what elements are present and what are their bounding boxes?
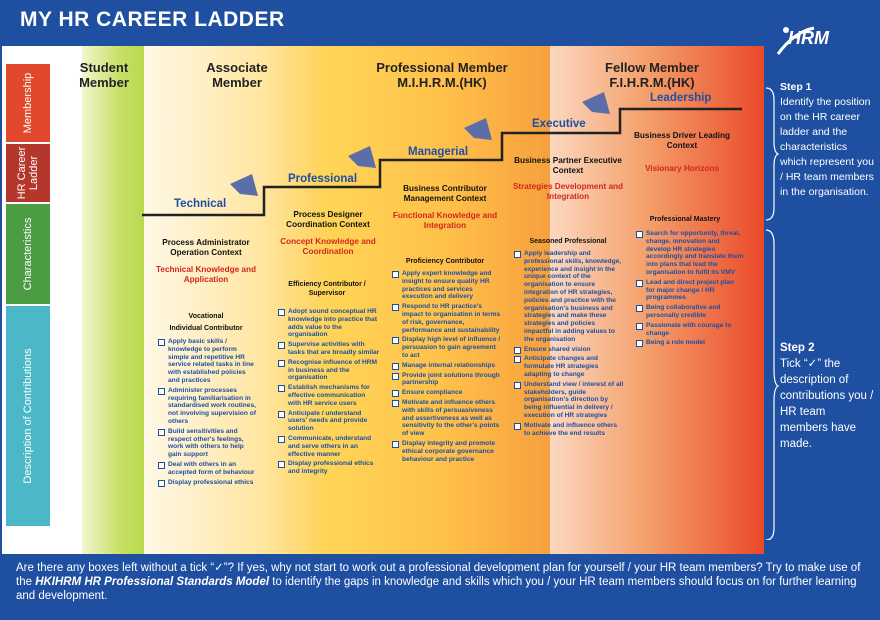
context-col2: Process Designer Coordination Context: [286, 210, 370, 229]
list-item: Apply leadership and professional skills, knowledge, experience and insight in the unique context of the organisation to ensure integration of HR strategies, policies and practice with the organisation's business and strategies and make these strategies and policies impactful in adding values to the organisation: [514, 250, 624, 344]
level-col4: Seasoned Professional: [529, 238, 607, 245]
list-item: Manage internal relationships: [392, 362, 502, 370]
list-item: Ensure shared vision: [514, 346, 624, 354]
list-item: Anticipate changes and formulate HR strategies adapting to change: [514, 355, 624, 378]
tick-box[interactable]: [278, 436, 285, 443]
list-item: Build sensitivities and respect other's feelings, work with others to help gain support: [158, 428, 258, 459]
tick-box[interactable]: [158, 480, 165, 487]
list-item: Establish mechanisms for effective communication with HR service users: [278, 384, 380, 407]
contributions-col3: [392, 270, 502, 465]
side-label-contributions: Description of Contributions: [6, 306, 50, 526]
header-fellow: Fellow Member F.I.H.R.M.(HK): [605, 60, 699, 90]
tick-box[interactable]: [392, 400, 399, 407]
list-item: Motivate and influence others to achieve the end results: [514, 422, 624, 438]
tick-box[interactable]: [636, 323, 643, 330]
step-executive: Executive: [532, 118, 586, 130]
context-col4: Business Partner Executive Context: [514, 156, 622, 175]
list-item: Display professional ethics and integrity: [278, 460, 380, 476]
logo-text: HRM: [788, 28, 829, 48]
list-item: Display high level of influence / persuasion to gain agreement to act: [392, 336, 502, 359]
context-col1: Process Administrator Operation Context: [162, 238, 250, 257]
list-item: Apply expert knowledge and insight to ensure quality HR practices and services execution and delivery: [392, 270, 502, 301]
step1-instructions: [780, 80, 874, 200]
knowledge-col1: Technical Knowledge and Application: [156, 265, 256, 284]
tick-box[interactable]: [392, 363, 399, 370]
header-professional: Professional Member M.I.H.R.M.(HK): [376, 60, 508, 90]
contributions-col1: [158, 338, 258, 488]
tick-box[interactable]: [278, 385, 285, 392]
step-arrow-icon: [348, 146, 376, 168]
tick-box[interactable]: [392, 373, 399, 380]
contributions-col5: [636, 230, 744, 349]
step-arrow-icon: [582, 92, 610, 114]
tick-box[interactable]: [392, 304, 399, 311]
context-col3: Business Contributor Management Context: [403, 184, 487, 203]
knowledge-col2: Concept Knowledge and Coordination: [280, 237, 376, 256]
tick-box[interactable]: [636, 340, 643, 347]
side-label-career-ladder: HR Career Ladder: [6, 144, 50, 202]
step-arrow-icon: [230, 174, 258, 196]
list-item: Search for opportunity, threat, change, innovation and develop HR strategies accordingly and translate them into plans that lead the organisation to fulfil its VMV: [636, 230, 744, 277]
standards-model-name: HKIHRM HR Professional Standards Model: [35, 576, 270, 588]
contributions-col2: [278, 308, 380, 478]
list-item: Communicate, understand and serve others in an effective manner: [278, 435, 380, 458]
footer-note: Are there any boxes left without a tick “✓”? If yes, why not start to work out a professional development plan for yourself / your HR team members? Try to make use of the HKIHRM HR Professional Standards Model to identify the gaps in knowledge and skills which you / your HR team members should focus on for further learning and development.: [16, 562, 861, 602]
step2-instructions: [780, 340, 874, 452]
list-item: Display professional ethics: [158, 479, 258, 487]
step2-text: Tick “✓” the description of contributions you / HR team members have made.: [780, 358, 874, 450]
step2-heading: Step 2: [780, 342, 815, 354]
tick-box[interactable]: [278, 461, 285, 468]
knowledge-col3: Functional Knowledge and Integration: [392, 211, 498, 230]
tick-box[interactable]: [636, 231, 643, 238]
step1-heading: Step 1: [780, 81, 812, 93]
step1-text: Identify the position on the HR career ladder and the characteristics which represent you / HR team members in the organisation.: [780, 96, 874, 198]
tick-box[interactable]: [514, 347, 521, 354]
step-leadership: Leadership: [650, 92, 712, 104]
level-col3: Proficiency Contributor: [405, 258, 485, 265]
tick-box[interactable]: [514, 423, 521, 430]
list-item: Understand view / interest of all stakeholders, guide organisation's direction by being influential in delivery / execution of HR strategies: [514, 381, 624, 420]
list-item: Respond to HR practice's impact to organisation in terms of risk, governance, performance and sustainability: [392, 303, 502, 334]
page-title: MY HR CAREER LADDER: [20, 8, 285, 31]
hrm-logo: [774, 22, 854, 62]
list-item: Anticipate / understand users' needs and provide solution: [278, 410, 380, 433]
side-label-membership: Membership: [6, 64, 50, 142]
list-item: Being a role model: [636, 339, 744, 347]
list-item: Being collaborative and personally credible: [636, 304, 744, 320]
list-item: Motivate and influence others with skills of persuasiveness and assertiveness as well as sensitivity to the other's points of view: [392, 399, 502, 438]
tick-box[interactable]: [514, 382, 521, 389]
tick-box[interactable]: [158, 462, 165, 469]
tick-box[interactable]: [392, 337, 399, 344]
header-student: Student Member: [79, 60, 129, 90]
step-managerial: Managerial: [408, 146, 469, 158]
level-col5: Professional Mastery: [649, 216, 721, 223]
tick-box[interactable]: [392, 390, 399, 397]
tick-box[interactable]: [636, 280, 643, 287]
tick-box[interactable]: [158, 339, 165, 346]
tick-box[interactable]: [278, 342, 285, 349]
list-item: Display integrity and promote ethical corporate governance behaviour and practice: [392, 440, 502, 463]
list-item: Supervise activities with tasks that are broadly similar: [278, 341, 380, 357]
tick-box[interactable]: [636, 305, 643, 312]
contributions-col4: [514, 250, 624, 439]
list-item: Administer processes requiring familiarisation in standardised work routines, not involving supervision of others: [158, 387, 258, 426]
list-item: Recognise influence of HRM in business and the organisation: [278, 359, 380, 382]
career-ladder-panel: [2, 46, 764, 554]
list-item: Adopt sound conceptual HR knowledge into practice that adds value to the organisation: [278, 308, 380, 339]
list-item: Lead and direct project plan for major change / HR programmes: [636, 279, 744, 302]
tick-box[interactable]: [392, 441, 399, 448]
tick-box[interactable]: [514, 251, 521, 258]
context-col5: Business Driver Leading Context: [633, 131, 730, 150]
header-associate: Associate Member: [206, 60, 268, 90]
list-item: Apply basic skills / knowledge to perform simple and repetitive HR service related tasks in line with established policies and practices: [158, 338, 258, 385]
list-item: Deal with others in an accepted form of behaviour: [158, 461, 258, 477]
tick-box[interactable]: [158, 388, 165, 395]
level-col1: Vocational: [188, 313, 224, 320]
knowledge-col5: Visionary Horizons: [644, 164, 719, 173]
list-item: Passionate with courage to change: [636, 322, 744, 338]
side-label-characteristics: Characteristics: [6, 204, 50, 304]
step-professional: Professional: [288, 173, 358, 185]
tick-box[interactable]: [278, 360, 285, 367]
level-col2: Efficiency Contributor / Supervisor: [288, 281, 366, 297]
step-technical: Technical: [174, 198, 227, 210]
list-item: Ensure compliance: [392, 389, 502, 397]
tick-box[interactable]: [278, 411, 285, 418]
knowledge-col4: Strategies Development and Integration: [512, 182, 624, 201]
brace-icon: [764, 80, 780, 540]
level2-col1: Individual Contributor: [169, 325, 243, 332]
tick-box[interactable]: [514, 356, 521, 363]
step-arrow-icon: [464, 118, 492, 140]
tick-box[interactable]: [278, 309, 285, 316]
tick-box[interactable]: [158, 429, 165, 436]
list-item: Provide joint solutions through partnership: [392, 372, 502, 388]
tick-box[interactable]: [392, 271, 399, 278]
